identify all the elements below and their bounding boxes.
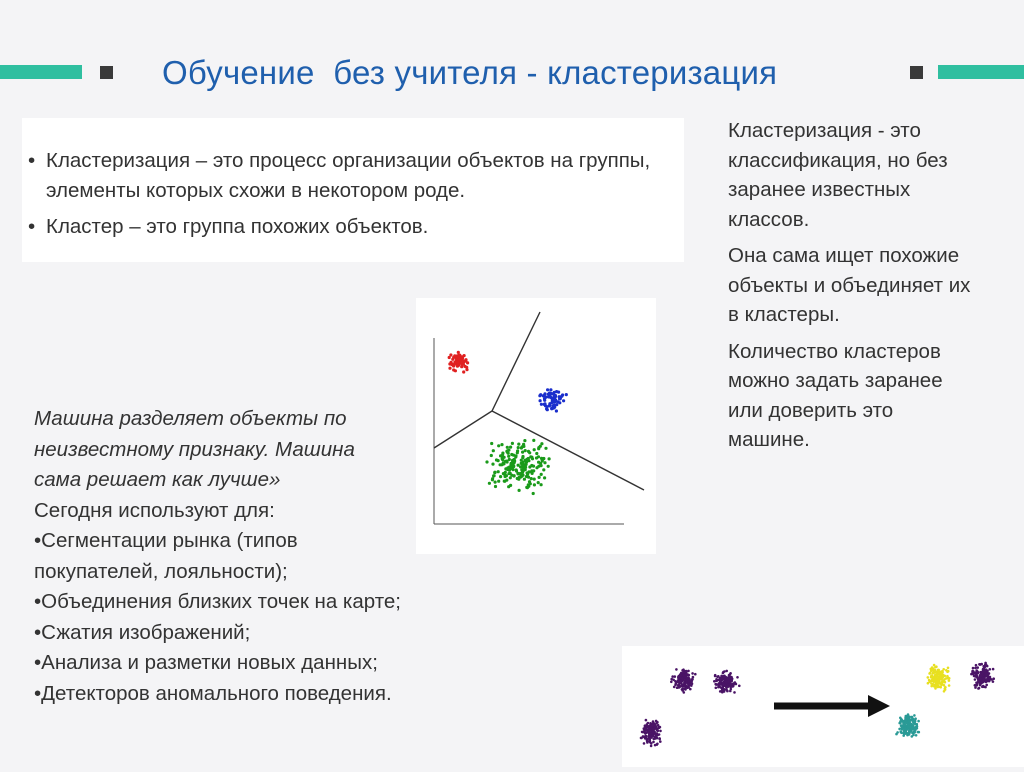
cluster-dot xyxy=(974,667,977,670)
cluster-dot xyxy=(650,745,653,748)
cluster-dot xyxy=(714,683,717,686)
cluster-dot xyxy=(654,737,657,740)
cluster-dot xyxy=(992,680,995,683)
cluster-dot xyxy=(985,678,988,681)
cluster-dot xyxy=(692,676,695,679)
cluster-dot xyxy=(673,686,676,689)
cluster-dot xyxy=(654,744,657,747)
cluster-dot xyxy=(716,676,719,679)
accent-bar-left xyxy=(0,65,82,79)
cluster-dot xyxy=(679,681,682,684)
cluster-dot xyxy=(982,676,985,679)
cluster-dot xyxy=(980,681,983,684)
cluster-dot xyxy=(934,677,937,680)
definition-item xyxy=(28,146,678,206)
quote-line: Машина разделяет объекты по xyxy=(34,407,347,430)
cluster-dot xyxy=(678,686,681,689)
cluster-dot xyxy=(911,716,914,719)
scatter-point xyxy=(546,388,549,391)
quote-line: сама решает как лучше» xyxy=(34,468,281,491)
cluster-dot xyxy=(979,684,982,687)
scatter-point xyxy=(549,388,552,391)
cluster-dot xyxy=(938,681,941,684)
scatter-point xyxy=(555,409,558,412)
cluster-dot xyxy=(691,672,694,675)
cluster-dot xyxy=(733,691,736,694)
cluster-dot xyxy=(682,674,685,677)
cluster-dot xyxy=(900,730,903,733)
scatter-point xyxy=(565,393,568,396)
cluster-dot xyxy=(683,671,686,674)
cluster-dot xyxy=(644,735,647,738)
cluster-dot xyxy=(986,676,989,679)
cluster-dot xyxy=(725,680,728,683)
scatter-point xyxy=(542,394,545,397)
cluster-dot xyxy=(972,667,975,670)
cluster-dot xyxy=(915,724,918,727)
definitions-box xyxy=(22,118,684,262)
cluster-dot xyxy=(908,730,911,733)
cluster-dot xyxy=(946,675,949,678)
cluster-dot xyxy=(672,679,675,682)
cluster-dot xyxy=(972,673,975,676)
scatter-point xyxy=(539,399,542,402)
cluster-dot xyxy=(982,671,985,674)
cluster-dot xyxy=(725,670,728,673)
cluster-dot xyxy=(678,678,681,681)
cluster-dot xyxy=(984,686,987,689)
cluster-dot xyxy=(946,671,949,674)
cluster-dot xyxy=(989,668,992,671)
scatter-point xyxy=(562,399,565,402)
cluster-dot xyxy=(682,688,685,691)
cluster-dot xyxy=(640,737,643,740)
cluster-dot xyxy=(658,737,661,740)
usage-line: •Объединения близких точек на карте; xyxy=(34,590,401,613)
cluster-dot xyxy=(974,686,977,689)
scatter-point xyxy=(449,353,452,356)
arrow-right-icon xyxy=(868,695,890,717)
cluster-dot xyxy=(915,734,918,737)
square-marker-left xyxy=(100,66,113,79)
cluster-dot xyxy=(724,684,727,687)
cluster-dot xyxy=(721,690,724,693)
scatter-point xyxy=(462,370,465,373)
cluster-dot xyxy=(643,742,646,745)
cluster-dot xyxy=(691,678,694,681)
cluster-dot xyxy=(688,683,691,686)
cluster-dot xyxy=(648,726,651,729)
cluster-dot xyxy=(985,684,988,687)
cluster-dot xyxy=(983,665,986,668)
cluster-dot xyxy=(715,678,718,681)
slide-title: Обучение без учителя - кластеризация xyxy=(162,54,778,91)
cluster-dot xyxy=(943,679,946,682)
cluster-dot xyxy=(982,685,985,688)
cluster-dot xyxy=(647,722,650,725)
cluster-dot xyxy=(977,672,980,675)
cluster-dot xyxy=(913,714,916,717)
cluster-dot xyxy=(694,673,697,676)
cluster-dot xyxy=(690,680,693,683)
cluster-dot xyxy=(645,737,648,740)
cluster-dot xyxy=(721,687,724,690)
cluster-dot xyxy=(715,687,718,690)
usage-line: •Сегментации рынка (типов xyxy=(34,529,298,552)
cluster-dot xyxy=(646,741,649,744)
cluster-dot xyxy=(652,724,655,727)
cluster-dot xyxy=(685,676,688,679)
cluster-dot xyxy=(906,728,909,731)
usage-line: покупателей, лояльности); xyxy=(34,559,288,583)
cluster-dot xyxy=(674,675,677,678)
cluster-dot xyxy=(975,674,978,677)
scatter-point xyxy=(554,399,557,402)
cluster-dot xyxy=(979,663,982,666)
cluster-dot xyxy=(659,740,662,743)
cluster-dot xyxy=(911,728,914,731)
scatter-point xyxy=(558,401,561,404)
cluster-dot xyxy=(899,722,902,725)
cluster-dot xyxy=(736,676,739,679)
cluster-dot xyxy=(929,672,932,675)
usage-line: •Детекторов аномального поведения. xyxy=(34,681,392,705)
scatter-point xyxy=(465,366,468,369)
scatter-point xyxy=(457,351,460,354)
cluster-dot xyxy=(939,677,942,680)
cluster-dot xyxy=(730,679,733,682)
cluster-dot xyxy=(650,742,653,745)
scatter-point xyxy=(452,364,455,367)
cluster-dot xyxy=(975,664,978,667)
cluster-dot xyxy=(947,667,950,670)
cluster-dot xyxy=(731,683,734,686)
cluster-dot xyxy=(687,670,690,673)
cluster-dot xyxy=(933,671,936,674)
cluster-dot xyxy=(645,727,648,730)
cluster-dot xyxy=(910,723,913,726)
cluster-dot xyxy=(935,683,938,686)
cluster-dot xyxy=(909,719,912,722)
definition-text: Кластеризация – это процесс организации объектов на группы, элементы которых схожи в некотором роде. xyxy=(46,149,651,202)
cluster-dot xyxy=(974,678,977,681)
cluster-dot xyxy=(738,685,741,688)
cluster-dot xyxy=(722,681,725,684)
cluster-dot xyxy=(928,679,931,682)
cluster-dot xyxy=(939,686,942,689)
right-description xyxy=(728,116,978,462)
cluster-dot xyxy=(729,672,732,675)
cluster-dot xyxy=(653,727,656,730)
cluster-dot xyxy=(904,731,907,734)
quote-line: неизвестному признаку. Машина xyxy=(34,437,355,461)
scatter-point xyxy=(561,393,564,396)
cluster-dot xyxy=(984,670,987,673)
cluster-dot xyxy=(974,671,977,674)
cluster-dot xyxy=(683,684,686,687)
clusters-coloring-image xyxy=(622,646,1024,767)
cluster-dot xyxy=(901,719,904,722)
cluster-dot xyxy=(937,678,940,681)
right-paragraph: Количество кластеров можно задать заранее или доверить это машине. xyxy=(728,339,943,451)
cluster-dot xyxy=(939,674,942,677)
cluster-dot xyxy=(683,680,686,683)
cluster-dot xyxy=(682,668,685,671)
scatter-point xyxy=(555,403,558,406)
scatter-point xyxy=(553,395,556,398)
clusters-figure xyxy=(622,646,1024,767)
cluster-dot xyxy=(728,684,731,687)
cluster-dot xyxy=(979,677,982,680)
cluster-dot xyxy=(685,670,688,673)
usage-line: Сегодня используют для: xyxy=(34,498,275,522)
usage-line: •Сжатия изображений; xyxy=(34,620,251,644)
definition-item xyxy=(28,212,678,242)
scatter-point xyxy=(547,395,550,398)
scatter-point xyxy=(454,369,457,372)
cluster-dot xyxy=(681,677,684,680)
usage-line: •Анализа и разметки новых данных; xyxy=(34,651,378,674)
cluster-dot xyxy=(650,725,653,728)
cluster-dot xyxy=(644,724,647,727)
cluster-dot xyxy=(914,717,917,720)
cluster-dot xyxy=(724,676,727,679)
cluster-dot xyxy=(942,676,945,679)
bullet: • xyxy=(28,215,36,238)
cluster-dot xyxy=(933,664,936,667)
cluster-dot xyxy=(730,677,733,680)
cluster-dot xyxy=(722,671,725,674)
cluster-dot xyxy=(659,730,662,733)
cluster-dot xyxy=(645,719,648,722)
scatter-point xyxy=(456,354,459,357)
cluster-dot xyxy=(989,676,992,679)
cluster-dot xyxy=(685,673,688,676)
cluster-dot xyxy=(719,681,722,684)
cluster-dot xyxy=(976,666,979,669)
cluster-dot xyxy=(678,675,681,678)
cluster-dot xyxy=(725,688,728,691)
cluster-dot xyxy=(941,671,944,674)
cluster-dot xyxy=(948,684,951,687)
cluster-dot xyxy=(684,687,687,690)
cluster-dot xyxy=(992,677,995,680)
cluster-dot xyxy=(948,679,951,682)
scatter-point xyxy=(448,367,451,370)
cluster-dot xyxy=(649,732,652,735)
right-paragraph: Она сама ищет похожие объекты и объединяет их в кластеры. xyxy=(728,244,971,326)
cluster-dot xyxy=(687,679,690,682)
definition-text: Кластер – это группа похожих объектов. xyxy=(46,215,429,238)
cluster-dot xyxy=(971,670,974,673)
cluster-dot xyxy=(917,720,920,723)
cluster-dot xyxy=(657,729,660,732)
cluster-dot xyxy=(913,721,916,724)
scatter-point xyxy=(557,391,560,394)
definitions-list xyxy=(28,146,678,242)
cluster-dot xyxy=(685,681,688,684)
right-paragraph: Кластеризация - это классификация, но без заранее известных классов. xyxy=(728,119,948,231)
cluster-dot xyxy=(934,669,937,672)
cluster-dot xyxy=(904,721,907,724)
cluster-dot xyxy=(652,741,655,744)
cluster-dot xyxy=(976,683,979,686)
cluster-dot xyxy=(944,688,947,691)
cluster-dot xyxy=(643,730,646,733)
cluster-dot xyxy=(931,668,934,671)
scatter-point xyxy=(559,397,562,400)
scatter-point xyxy=(550,392,553,395)
cluster-dot xyxy=(670,681,673,684)
cluster-dot xyxy=(656,743,659,746)
cluster-dot xyxy=(913,731,916,734)
bullet: • xyxy=(28,149,36,172)
scatter-point xyxy=(456,361,459,364)
cluster-dot xyxy=(656,721,659,724)
cluster-dot xyxy=(934,679,937,682)
cluster-dot xyxy=(650,736,653,739)
cluster-dot xyxy=(927,676,930,679)
cluster-dot xyxy=(675,668,678,671)
cluster-dot xyxy=(992,668,995,671)
cluster-dot xyxy=(649,722,652,725)
cluster-dot xyxy=(935,665,938,668)
cluster-dot xyxy=(940,681,943,684)
cluster-dot xyxy=(656,734,659,737)
square-marker-right xyxy=(910,66,923,79)
cluster-dot xyxy=(977,687,980,690)
scatter-point xyxy=(543,397,546,400)
cluster-dot xyxy=(917,731,920,734)
scatter-point xyxy=(460,359,463,362)
cluster-dot xyxy=(984,662,987,665)
scatter-point xyxy=(451,358,454,361)
cluster-dot xyxy=(900,724,903,727)
cluster-dot xyxy=(687,686,690,689)
scatter-point xyxy=(450,361,453,364)
cluster-dot xyxy=(937,671,940,674)
cluster-dot xyxy=(652,720,655,723)
scatter-point xyxy=(462,363,465,366)
scatter-point xyxy=(464,358,467,361)
usage-text xyxy=(34,404,554,709)
accent-bar-right xyxy=(938,65,1024,79)
cluster-dot xyxy=(714,675,717,678)
cluster-dot xyxy=(943,684,946,687)
cluster-dot xyxy=(734,681,737,684)
cluster-dot xyxy=(985,672,988,675)
cluster-dot xyxy=(896,731,899,734)
cluster-dot xyxy=(657,724,660,727)
